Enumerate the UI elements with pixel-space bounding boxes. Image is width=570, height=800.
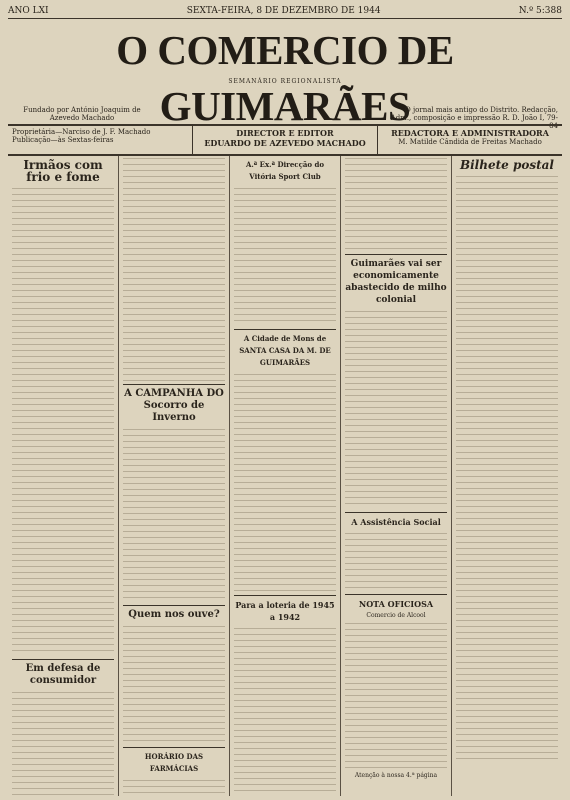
article-title: A Assistência Social	[351, 517, 441, 527]
divider	[345, 254, 447, 255]
article-title: Bilhete postal	[459, 158, 554, 172]
newspaper-subtitle: SEMANÁRIO REGIONALISTA	[228, 78, 342, 85]
info-bar	[8, 124, 562, 156]
article-title: Para a loteria de 1945 a 1942	[235, 600, 335, 622]
body-text-block	[234, 186, 336, 326]
body-text-block	[234, 626, 336, 796]
owner-box	[8, 126, 193, 154]
article-title: Guimarães vai ser economicamente abastecido de milho colonial	[345, 259, 447, 305]
body-text-block	[234, 372, 336, 592]
body-text-block	[123, 427, 225, 602]
divider	[12, 659, 114, 660]
article-title: Em defesa de consumidor	[25, 663, 101, 686]
publication-text: Publicação—às Sextas-feiras	[12, 136, 114, 144]
year-label: ANO LXI	[8, 6, 49, 16]
founded-note: Fundado por António Joaquim de Azevedo Machado	[23, 106, 141, 122]
date-label: SEXTA-FEIRA, 8 DE DEZEMBRO DE 1944	[186, 6, 381, 16]
body-text-block	[123, 778, 225, 796]
divider	[345, 512, 447, 513]
divider	[345, 594, 447, 595]
column-3	[230, 156, 341, 796]
column-5	[452, 156, 562, 796]
article-title: NOTA OFICIOSA	[358, 599, 434, 609]
continued-note: Atenção à nossa 4.ª página	[354, 772, 438, 780]
article-title: Irmãos com frio e fome	[23, 158, 103, 184]
divider	[123, 605, 225, 606]
column-4	[341, 156, 452, 796]
director-box	[193, 126, 378, 154]
oldest-note: O jornal mais antigo do Distrito. Redacção, Adm., composição e impressão R. D. João I, 79-84	[390, 106, 558, 130]
body-text-block	[123, 624, 225, 744]
director-name: EDUARDO DE AZEVEDO MACHADO	[204, 138, 366, 148]
body-text-block	[345, 621, 447, 771]
newspaper-title: O COMERCIO DE GUIMARÃES	[116, 27, 454, 129]
divider	[123, 384, 225, 385]
masthead	[6, 22, 564, 130]
article-title: A.ª Ex.ª Direcção do Vitória Sport Club	[245, 160, 325, 181]
date-line	[8, 4, 562, 19]
admin-label: REDACTORA E ADMINISTRADORA	[391, 128, 549, 138]
article-subtitle: Comercio de Alcool	[366, 612, 426, 619]
column-1	[8, 156, 119, 796]
article-title: A Cidade de Mons de SANTA CASA DA M. DE GUIMARÃES	[239, 334, 331, 367]
body-text-block	[123, 156, 225, 381]
divider	[123, 747, 225, 748]
body-text-block	[456, 174, 558, 764]
body-text-block	[345, 156, 447, 251]
body-text-block	[12, 186, 114, 656]
body-text-block	[12, 690, 114, 796]
column-2	[119, 156, 230, 796]
owner-text: Proprietária—Narciso de J. F. Machado	[12, 128, 151, 136]
article-title: Quem nos ouve?	[128, 609, 220, 620]
issue-number: N.º 5:388	[518, 6, 562, 16]
divider	[234, 595, 336, 596]
admin-name: M. Matilde Cândida de Freitas Machado	[398, 138, 542, 146]
admin-box	[378, 126, 562, 154]
director-label: DIRECTOR E EDITOR	[236, 128, 334, 138]
article-columns	[8, 156, 562, 796]
article-title: A CAMPANHA DO Socorro de Inverno	[124, 388, 224, 423]
body-text-block	[345, 309, 447, 509]
divider	[234, 329, 336, 330]
body-text-block	[345, 531, 447, 591]
article-title: HORÁRIO DAS FARMÁCIAS	[144, 752, 204, 773]
